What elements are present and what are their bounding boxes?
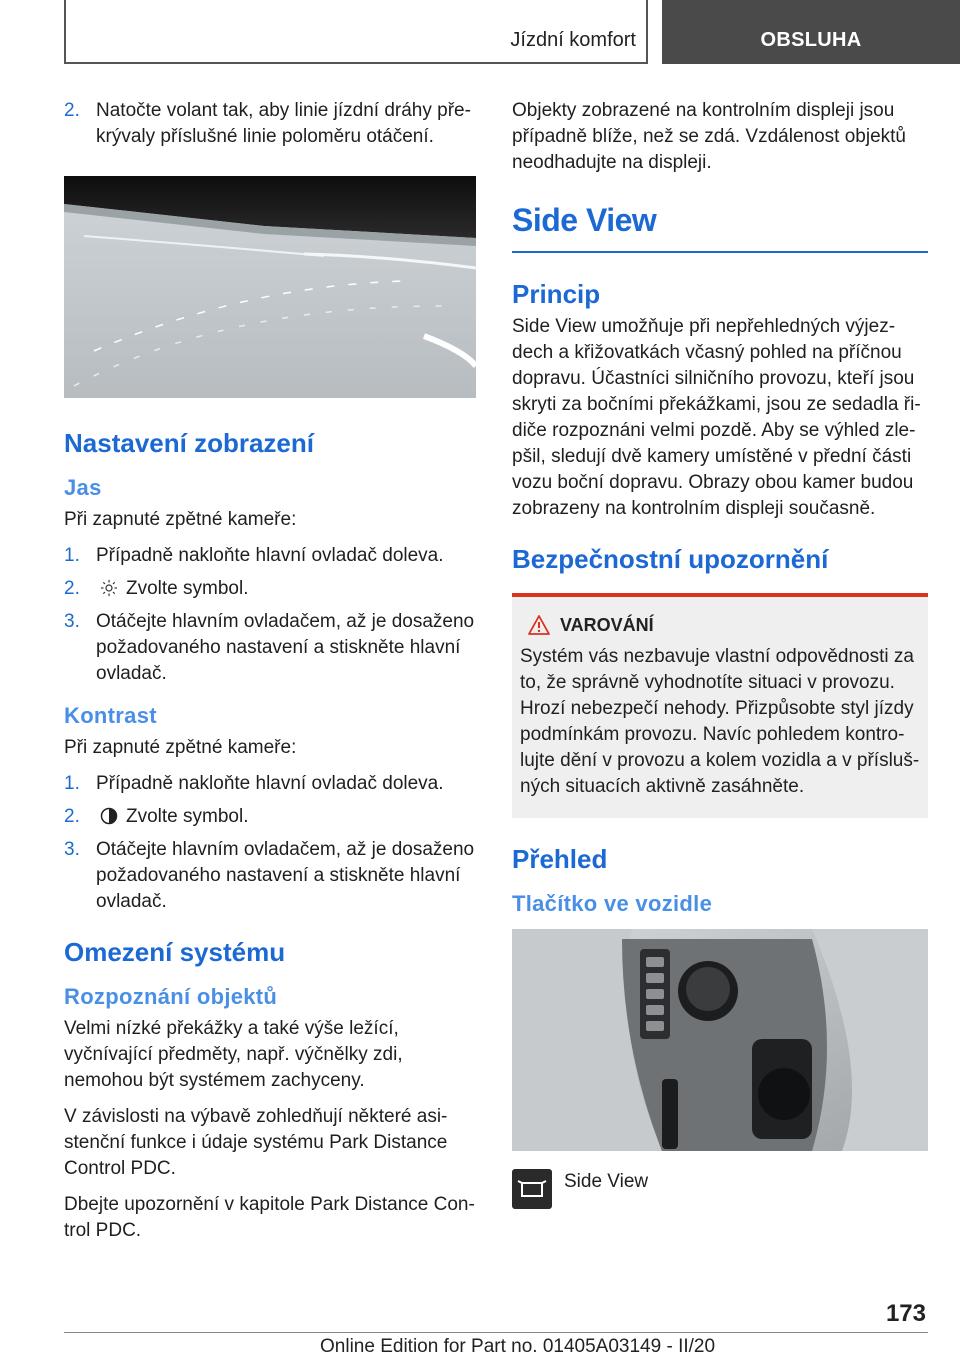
kontrast-steps: [64, 771, 476, 915]
heading-bezpecnostni-upozorneni: Bezpečnostní upozornění: [512, 544, 829, 574]
list-item: 1. Případně nakloňte hlavní ovladač doleva.: [64, 773, 444, 794]
warning-text: Systém vás nezbavuje vlastní odpovědnosti za to, že správně vyhodnotíte situaci v provozu. Hrozí nebezpečí nehody. Přizpůsobte styl jízdy podmínkám provozu. Navíc pohledem kontrolujte dění v provozu a kolem vozidla a v příslušných situacích aktivně zasáhněte.: [520, 646, 920, 797]
heading-princip: Princip: [512, 279, 601, 309]
heading-tlacitko-ve-vozidle: Tlačítko ve vozidle: [512, 891, 713, 916]
header-rule-bottom: [64, 62, 648, 64]
footer-rule: [64, 1332, 928, 1333]
paragraph: V závislosti na výbavě zohledňují některé asistenční funkce i údaje systému Park Distance Control PDC.: [64, 1106, 448, 1179]
warning-title: VAROVÁNÍ: [520, 615, 920, 636]
paragraph: Velmi nízké překážky a také výše ležící, vyčnívající předměty, např. výčnělky zdi, nemohou být systémem zachyceny.: [64, 1018, 403, 1091]
jas-intro: Při zapnuté zpětné kameře:: [64, 509, 297, 530]
step-2-steer: 2. Natočte volant tak, aby linie jízdní dráhy překrývaly příslušné linie poloměru otáčení.: [64, 100, 471, 147]
heading-rozpoznani-objektu: Rozpoznání objektů: [64, 984, 278, 1009]
side-view-button-row: [512, 1169, 928, 1213]
list-item: 3. Otáčejte hlavním ovladačem, až je dosaženo požadovaného nastavení a stiskněte hlavní ovladač.: [64, 839, 475, 912]
warning-box: [512, 593, 928, 818]
heading-jas: Jas: [64, 475, 102, 500]
paragraph: Dbejte upozornění v kapitole Park Distance Control PDC.: [64, 1194, 475, 1241]
footer-edition: Online Edition for Part no. 01405A03149 - II/20: [320, 1336, 716, 1357]
paragraph: Objekty zobrazené na kontrolním displeji jsou případně blíže, než se zdá. Vzdálenost objektů neodhadujte na displeji.: [512, 100, 906, 173]
header-chapter-label: OBSLUHA: [760, 29, 862, 51]
header-rule-left: [64, 0, 66, 64]
side-view-button[interactable]: [512, 1169, 552, 1209]
header-chapter-tab: [662, 0, 960, 64]
jas-steps: [64, 543, 476, 687]
list-item: 1. Případně nakloňte hlavní ovladač doleva.: [64, 545, 444, 566]
right-column: [512, 98, 928, 1213]
list-item: 3. Otáčejte hlavním ovladačem, až je dosaženo požadovaného nastavení a stiskněte hlavní ovladač.: [64, 611, 475, 684]
list-item: 2. Zvolte symbol.: [64, 578, 249, 599]
left-column: [64, 98, 476, 1254]
heading-side-view: Side View: [512, 202, 928, 253]
side-view-button-label: Side View: [564, 1171, 649, 1192]
header-rule-right: [646, 0, 648, 64]
warning-triangle-icon: [528, 615, 550, 635]
contrast-icon: [100, 807, 118, 825]
heading-omezeni-systemu: Omezení systému: [64, 937, 286, 967]
heading-nastaveni-zobrazeni: Nastavení zobrazení: [64, 428, 314, 458]
heading-kontrast: Kontrast: [64, 703, 157, 728]
rear-camera-image: [64, 176, 476, 398]
princip-text: Side View umožňuje při nepřehledných výjezdech a křižovatkách včasný pohled na příčnou dopravu. Účastníci silničního provozu, kteří jsou skryti za bočními překážkami, jsou ze sedadla řidiče rozpoznáni velmi pozdě. Aby se výhled zlepšil, sledují dvě kamery umístěné v přední části vozu boční dopravu. Obrazy obou kamer budou zobrazeny na kontrolním displeji současně.: [512, 316, 921, 519]
page-number: 173: [885, 1300, 926, 1327]
brightness-icon: [100, 579, 118, 597]
heading-prehled: Přehled: [512, 844, 608, 874]
side-view-icon: [512, 1169, 552, 1209]
header-section-title: Jízdní komfort: [510, 29, 636, 51]
kontrast-intro: Při zapnuté zpětné kameře:: [64, 737, 297, 758]
center-console-image: [512, 929, 928, 1151]
list-item: 2. Zvolte symbol.: [64, 806, 249, 827]
